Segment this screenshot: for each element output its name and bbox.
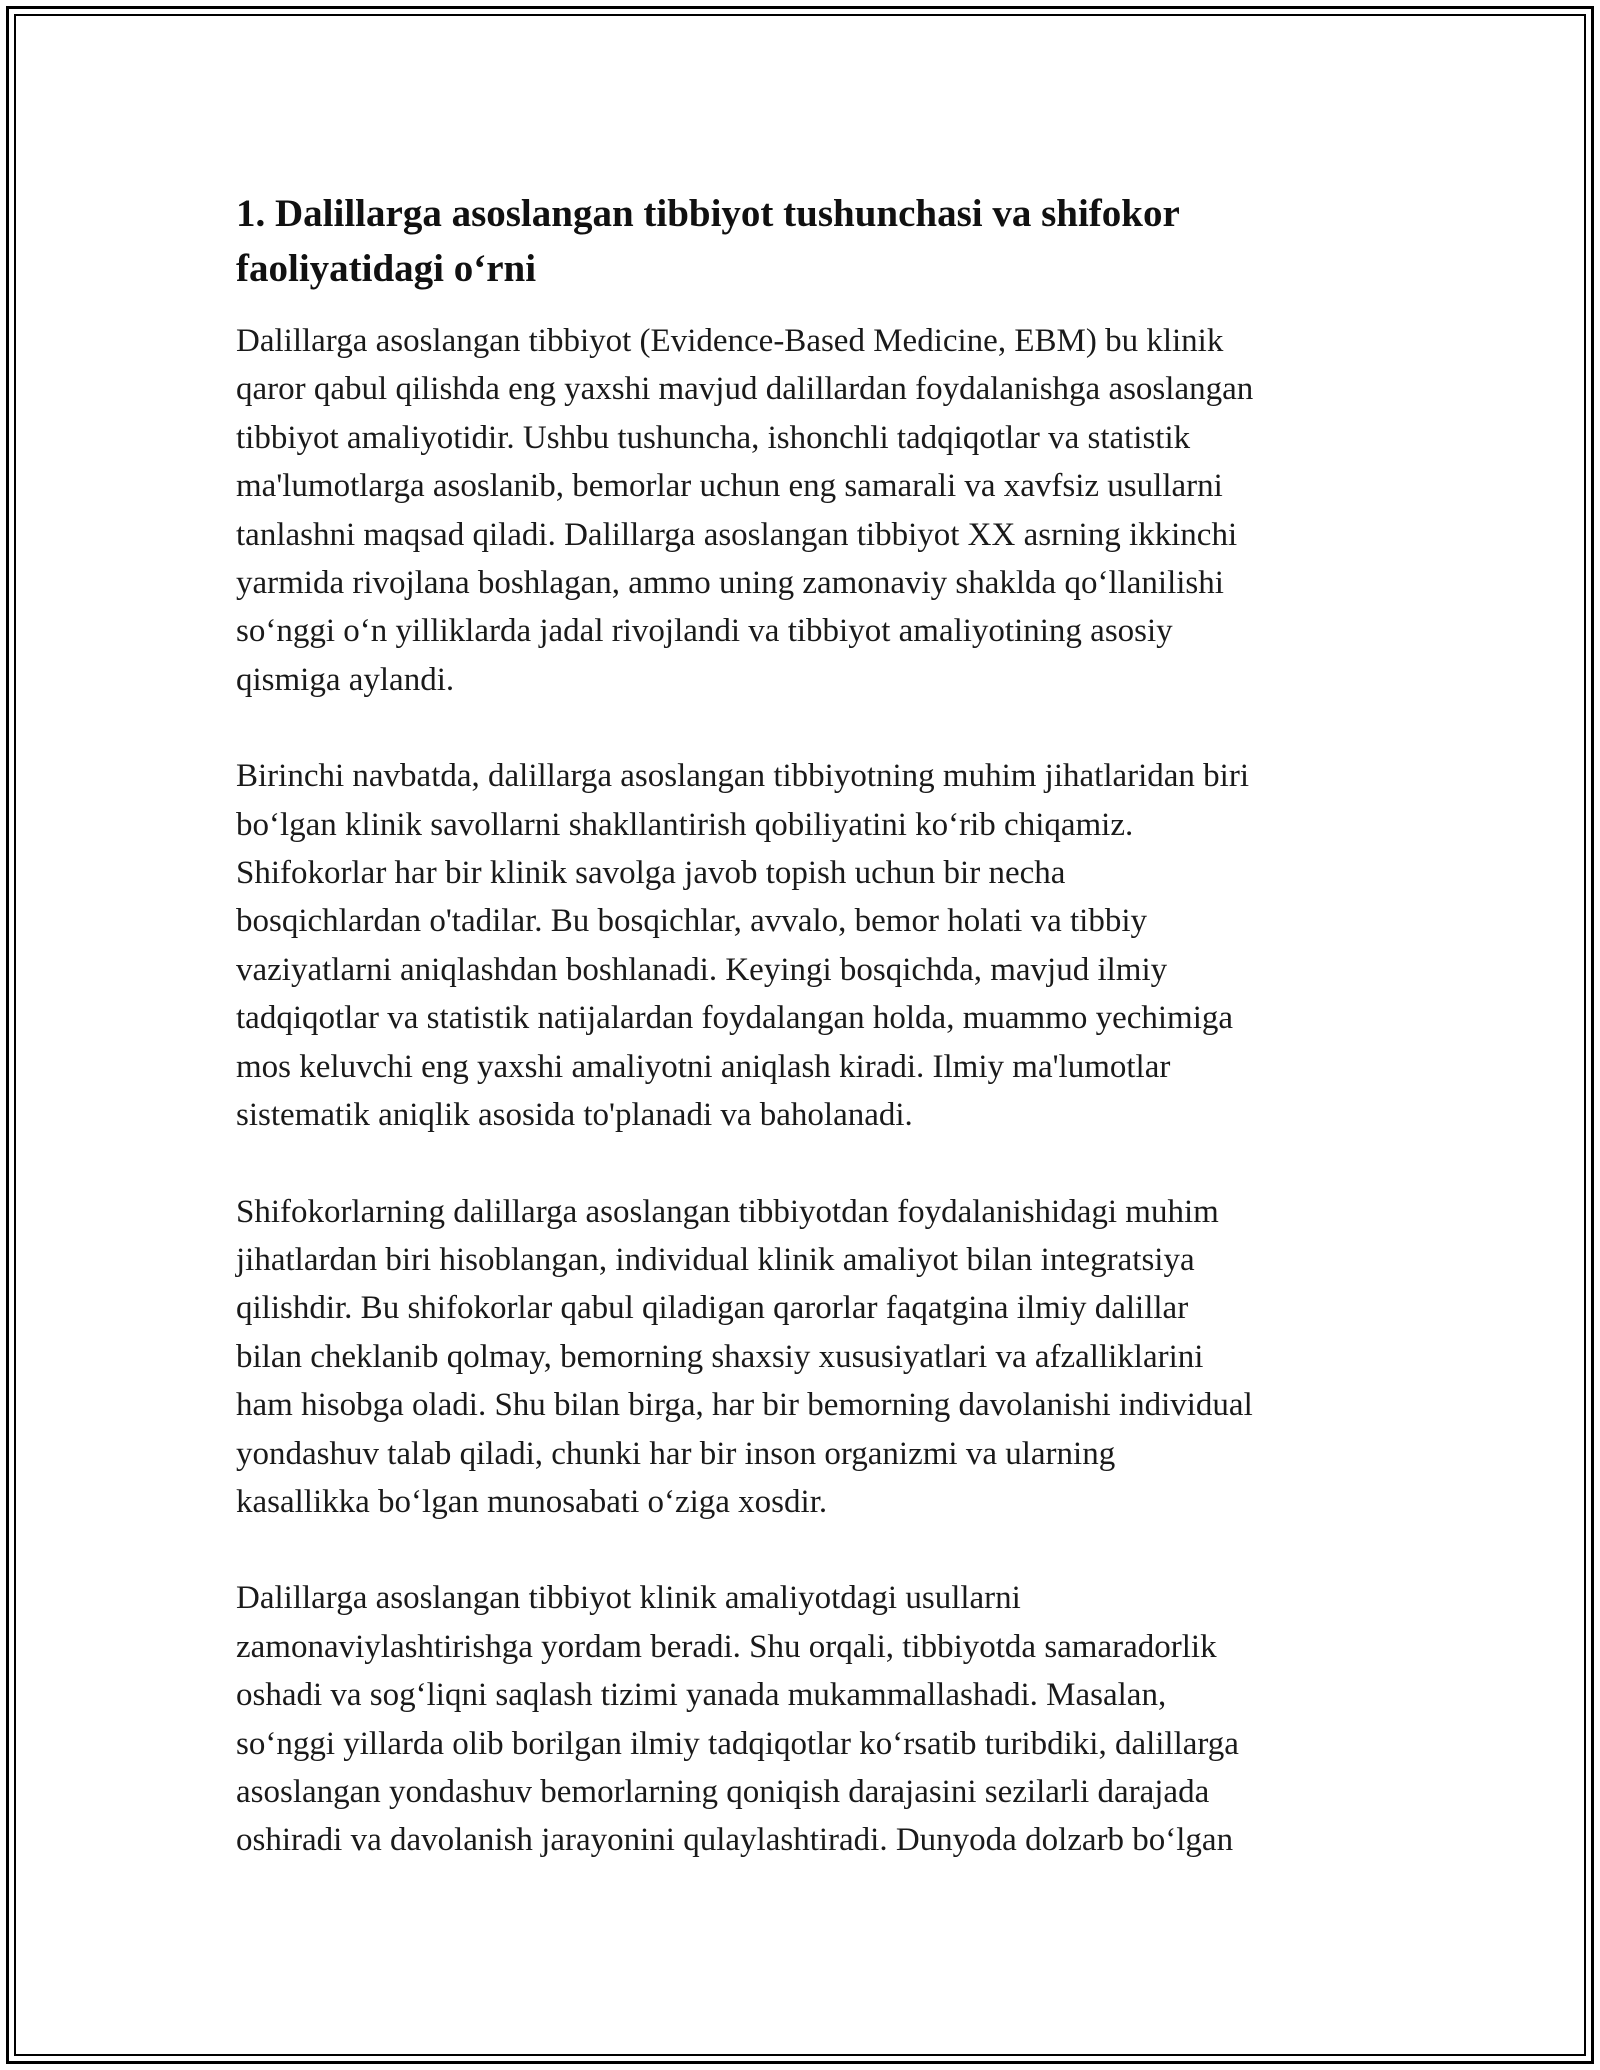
text-line: asoslangan yondashuv bemorlarning qoniqish darajasini sezilarli darajada xyxy=(236,1773,1210,1810)
text-line: ma'lumotlarga asoslanib, bemorlar uchun eng samarali va xavfsiz usullarni xyxy=(236,468,1223,505)
section-heading: 1. Dalillarga asoslangan tibbiyot tushunchasi va shifokor faoliyatidagi o‘rni xyxy=(236,192,1180,290)
text-line: kasallikka bo‘lgan munosabati o‘ziga xosdir. xyxy=(236,1483,828,1520)
text-line: oshadi va sog‘liqni saqlash tizimi yanada mukammallashadi. Masalan, xyxy=(236,1677,1167,1714)
text-line: oshiradi va davolanish jarayonini qulaylashtiradi. Dunyoda dolzarb bo‘lgan xyxy=(236,1822,1234,1859)
text-line: so‘nggi o‘n yilliklarda jadal rivojlandi va tibbiyot amaliyotining asosiy xyxy=(236,613,1173,650)
document-body xyxy=(236,186,1376,1913)
text-line: bosqichlardan o'tadilar. Bu bosqichlar, avvalo, bemor holati va tibbiy xyxy=(236,903,1147,940)
text-line: bo‘lgan klinik savollarni shakllantirish qobiliyatini ko‘rib chiqamiz. xyxy=(236,806,1134,843)
text-line: zamonaviylashtirishga yordam beradi. Shu orqali, tibbiyotda samaradorlik xyxy=(236,1628,1217,1665)
text-line: Shifokorlar har bir klinik savolga javob topish uchun bir necha xyxy=(236,855,1066,892)
text-line: Dalillarga asoslangan tibbiyot klinik amaliyotdagi usullarni xyxy=(236,1580,1021,1617)
text-line: so‘nggi yillarda olib borilgan ilmiy tadqiqotlar ko‘rsatib turibdiki, dalillarga xyxy=(236,1725,1239,1762)
text-line: qilishdir. Bu shifokorlar qabul qiladigan qarorlar faqatgina ilmiy dalillar xyxy=(236,1290,1189,1327)
text-line: Shifokorlarning dalillarga asoslangan tibbiyotdan foydalanishidagi muhim xyxy=(236,1193,1219,1230)
text-line: vaziyatlarni aniqlashdan boshlanadi. Keyingi bosqichda, mavjud ilmiy xyxy=(236,951,1168,988)
text-line: jihatlardan biri hisoblangan, individual klinik amaliyot bilan integratsiya xyxy=(236,1241,1195,1278)
text-line: qismiga aylandi. xyxy=(236,661,455,698)
text-line: yondashuv talab qiladi, chunki har bir inson organizmi va ularning xyxy=(236,1435,1116,1472)
text-line: bilan cheklanib qolmay, bemorning shaxsiy xususiyatlari va afzalliklarini xyxy=(236,1338,1204,1375)
text-line: tibbiyot amaliyotidir. Ushbu tushuncha, ishonchli tadqiqotlar va statistik xyxy=(236,419,1191,456)
text-line: qaror qabul qilishda eng yaxshi mavjud dalillardan foydalanishga asoslangan xyxy=(236,371,1254,408)
text-line: yarmida rivojlana boshlagan, ammo uning zamonaviy shaklda qo‘llanilishi xyxy=(236,565,1224,602)
text-line: tadqiqotlar va statistik natijalardan foydalangan holda, muammo yechimiga xyxy=(236,1000,1234,1037)
paragraph-2 xyxy=(236,752,1376,1139)
text-line: sistematik aniqlik asosida to'planadi va baholanadi. xyxy=(236,1097,913,1134)
paragraph-1 xyxy=(236,317,1376,704)
text-line: tanlashni maqsad qiladi. Dalillarga asoslangan tibbiyot XX asrning ikkinchi xyxy=(236,516,1238,553)
text-line: Birinchi navbatda, dalillarga asoslangan tibbiyotning muhim jihatlaridan biri xyxy=(236,758,1250,795)
paragraph-3 xyxy=(236,1188,1376,1527)
text-line: ham hisobga oladi. Shu bilan birga, har bir bemorning davolanishi individual xyxy=(236,1387,1253,1424)
paragraph-4 xyxy=(236,1574,1376,1864)
text-line: mos keluvchi eng yaxshi amaliyotni aniqlash kiradi. Ilmiy ma'lumotlar xyxy=(236,1048,1171,1085)
text-line: Dalillarga asoslangan tibbiyot (Evidence-Based Medicine, EBM) bu klinik xyxy=(236,323,1224,359)
